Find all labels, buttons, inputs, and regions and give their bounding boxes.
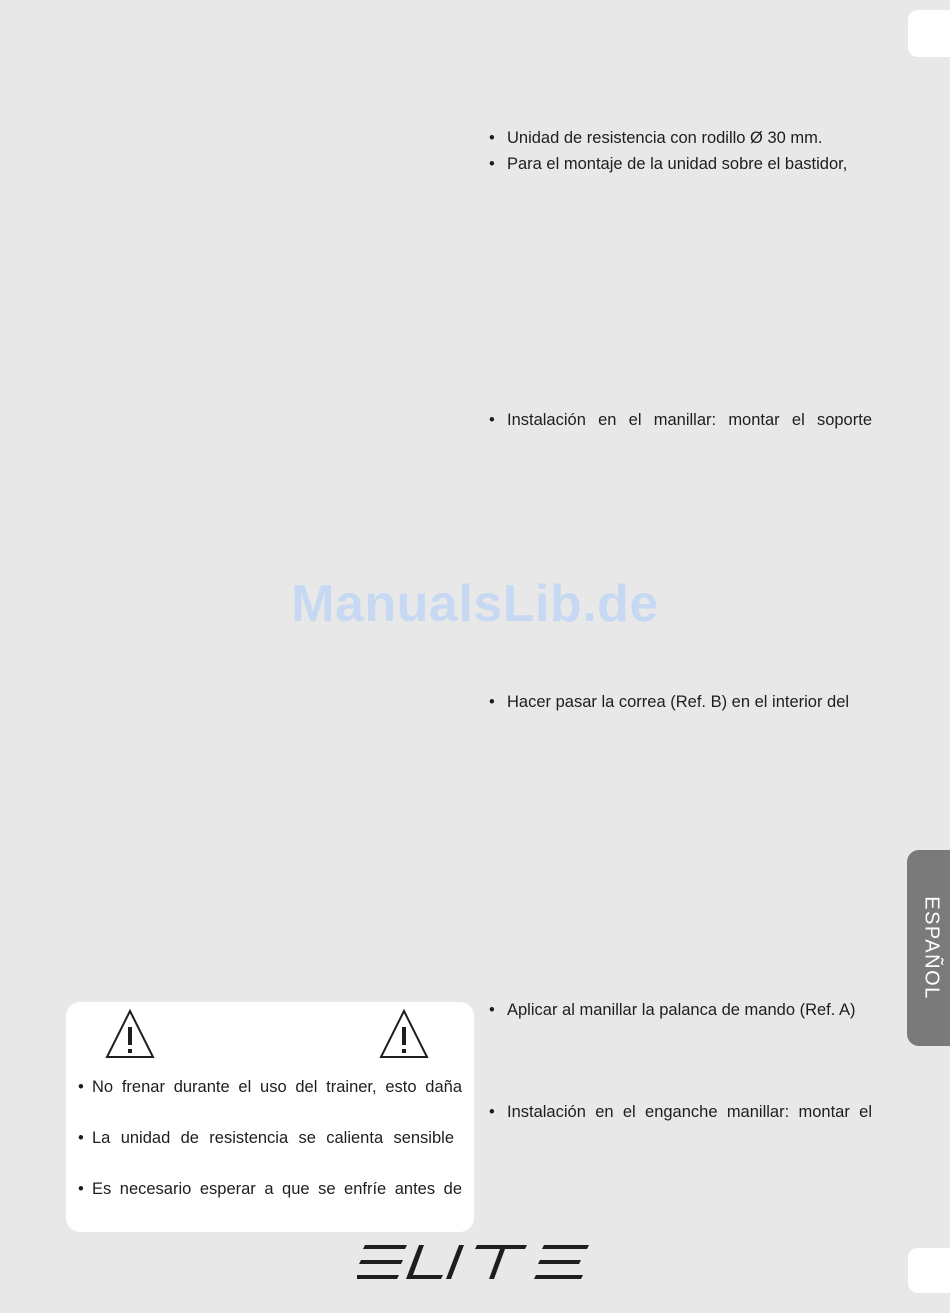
elite-logo xyxy=(357,1245,589,1279)
watermark: ManualsLib.de xyxy=(291,575,659,633)
bullet-text: Hacer pasar la correa (Ref. B) en el interior del xyxy=(507,693,850,711)
bullet-dot: • xyxy=(78,1078,84,1096)
page-tab-bottom xyxy=(908,1248,950,1293)
bullet-text: Instalación en el enganche manillar: montar el xyxy=(507,1103,872,1121)
language-tab-label: ESPAÑOL xyxy=(920,896,943,1000)
bullet-dot: • xyxy=(489,129,495,147)
bullet-dot: • xyxy=(489,693,495,711)
bullet-text: Para el montaje de la unidad sobre el bastidor, xyxy=(507,155,848,173)
bullet-text: Instalación en el manillar: montar el soporte xyxy=(507,411,872,429)
bullet-text: Aplicar al manillar la palanca de mando (Ref. A) xyxy=(507,1001,856,1019)
bullet-dot: • xyxy=(489,1001,495,1019)
warning-triangle-icon xyxy=(378,1008,430,1060)
warning-box xyxy=(66,1002,474,1232)
page-tab-top xyxy=(908,10,950,57)
warning-text: Es necesario esperar a que se enfríe antes de xyxy=(92,1180,462,1198)
bullet-dot: • xyxy=(489,1103,495,1121)
warning-triangle-icon xyxy=(104,1008,156,1060)
bullet-dot: • xyxy=(489,411,495,429)
bullet-text: Unidad de resistencia con rodillo Ø 30 mm. xyxy=(507,129,823,147)
bullet-dot: • xyxy=(78,1129,84,1147)
warning-text: La unidad de resistencia se calienta sensible xyxy=(92,1129,454,1147)
bullet-dot: • xyxy=(489,155,495,173)
bullet-dot: • xyxy=(78,1180,84,1198)
warning-text: No frenar durante el uso del trainer, esto daña xyxy=(92,1078,462,1096)
